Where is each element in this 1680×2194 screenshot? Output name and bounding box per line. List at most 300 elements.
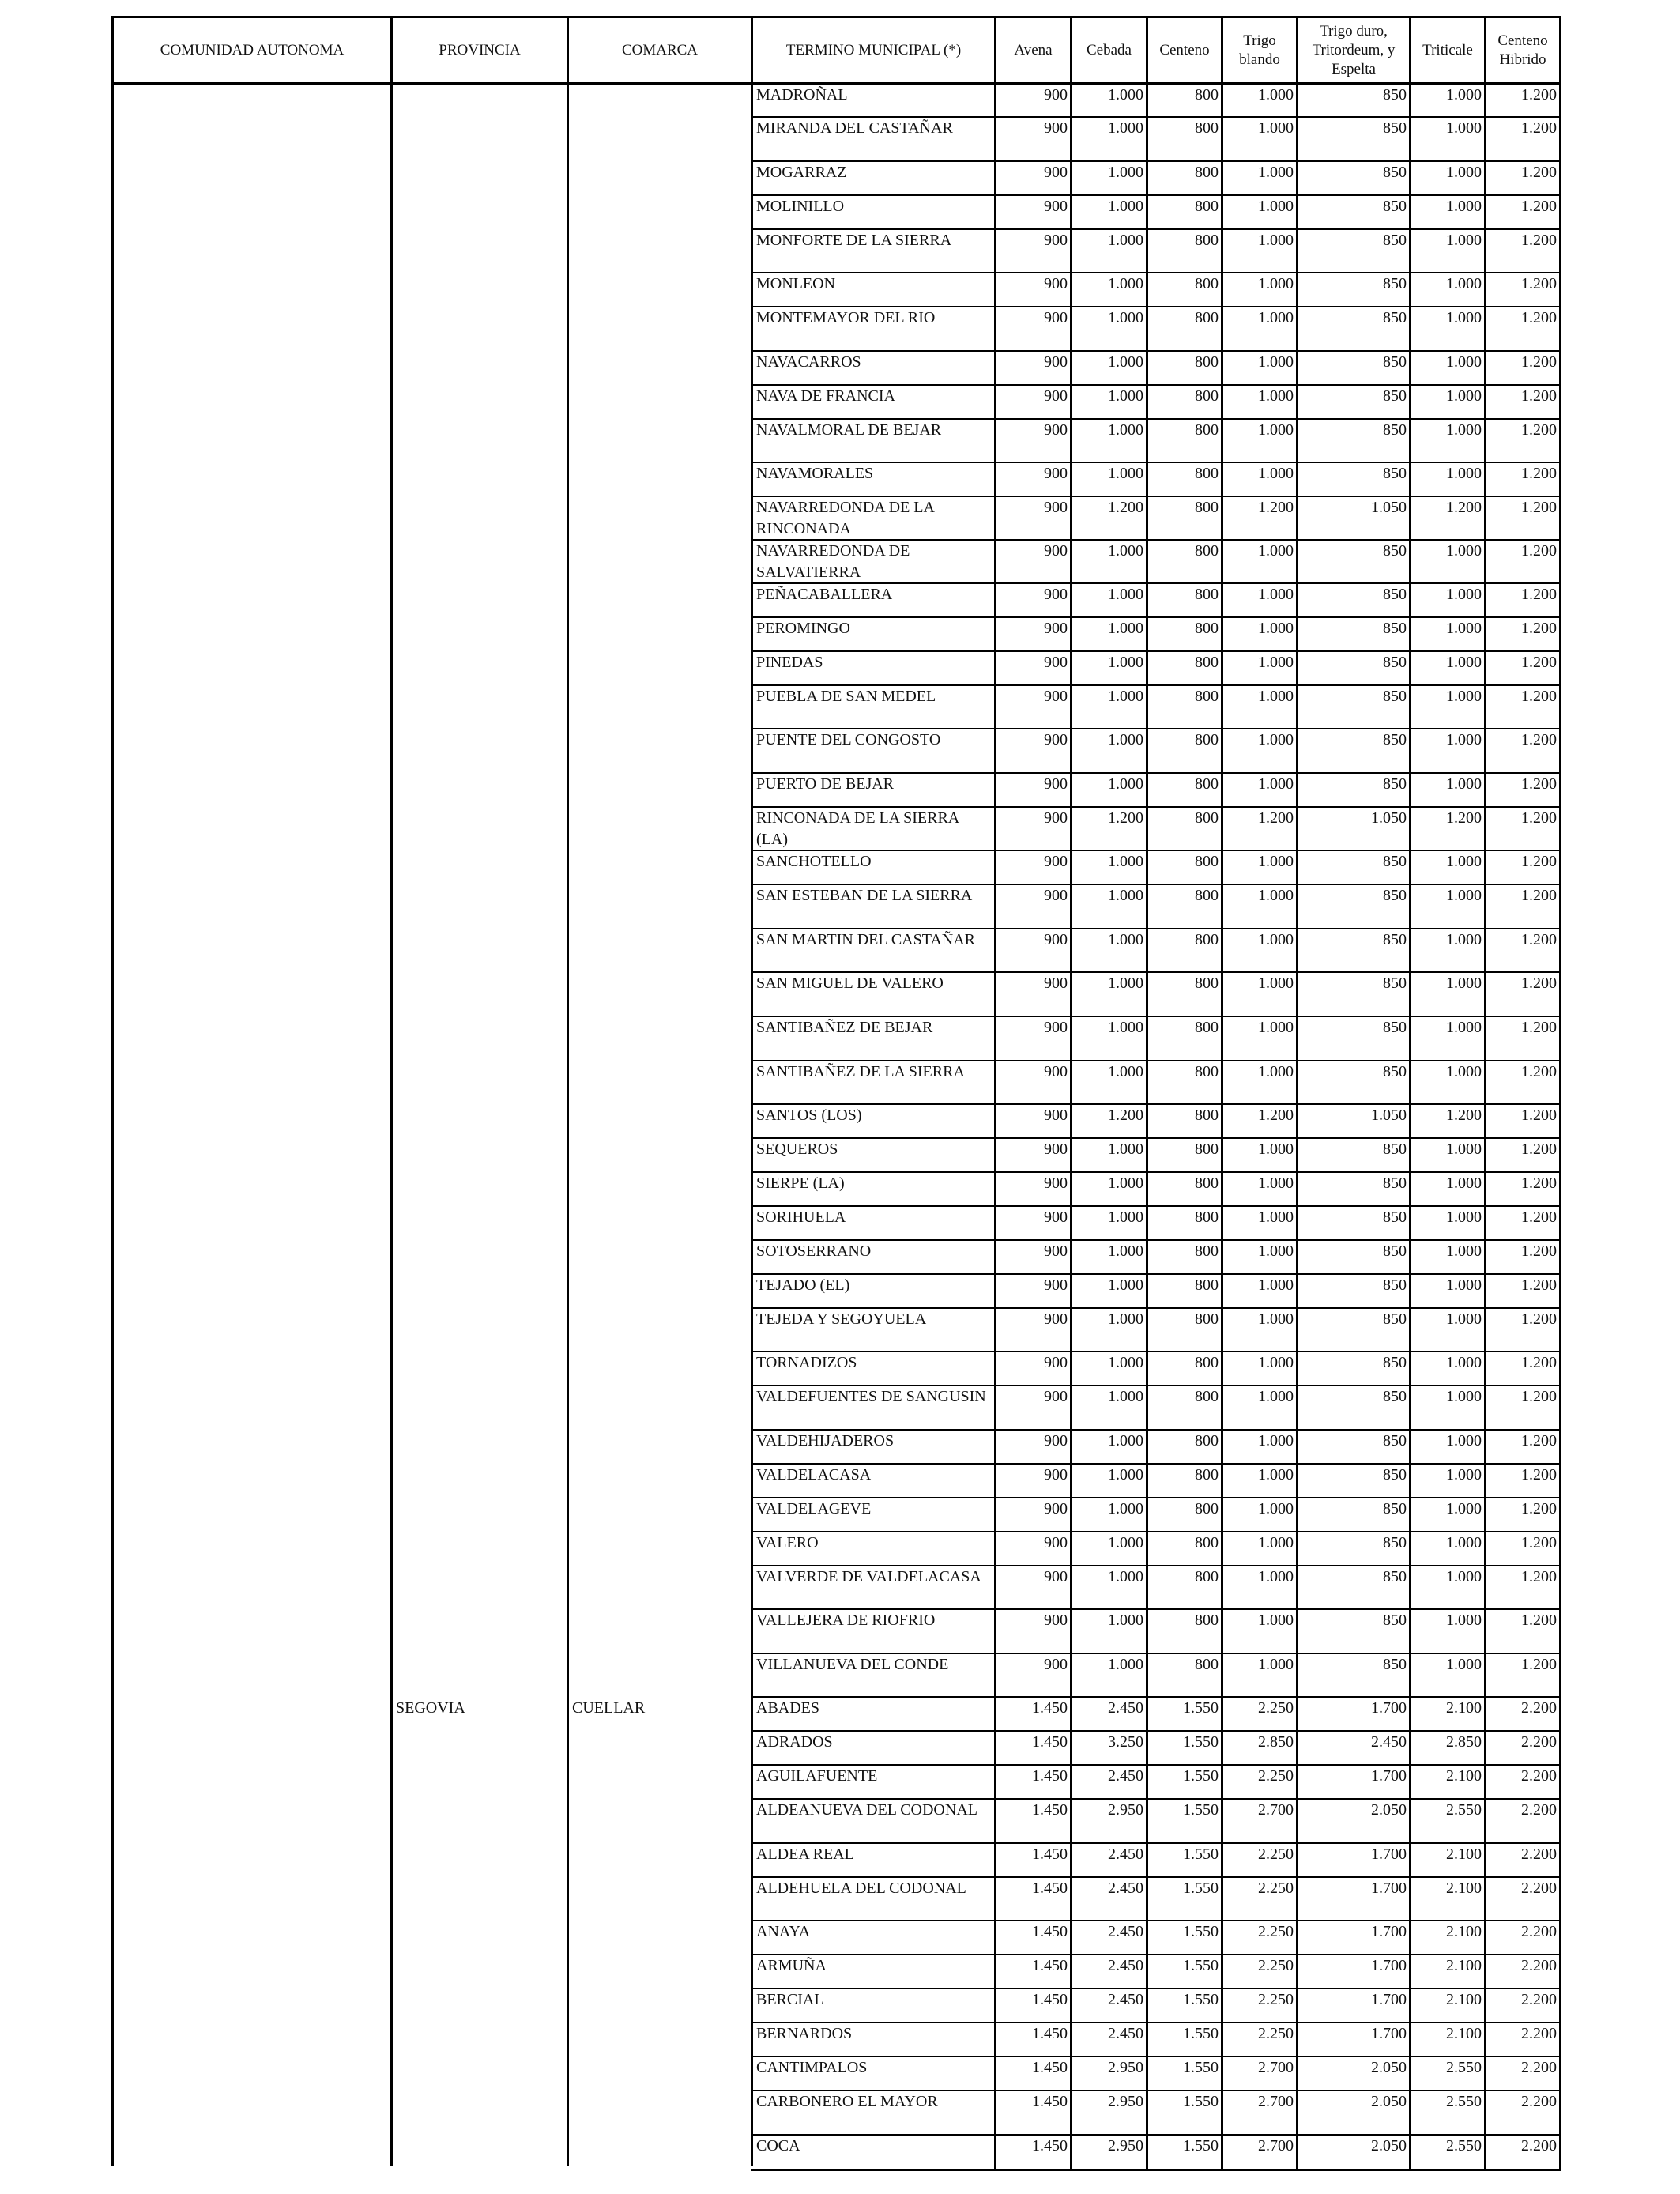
value-cell: 1.700	[1371, 1845, 1407, 1863]
value-cell: 1.000	[1446, 731, 1482, 748]
value-cell: 900	[1044, 775, 1068, 793]
value-cell: 1.200	[1521, 931, 1557, 948]
value-cell: 2.250	[1258, 1767, 1294, 1785]
value-cell: 2.250	[1258, 1923, 1294, 1940]
municipio-cell: SOTOSERRANO	[756, 1242, 872, 1260]
value-cell: 1.000	[1258, 309, 1294, 326]
value-cell: 1.000	[1258, 853, 1294, 870]
value-cell: 850	[1383, 119, 1407, 137]
value-cell: 1.200	[1521, 1612, 1557, 1629]
municipio-cell: CANTIMPALOS	[756, 2059, 868, 2076]
municipio-cell: MONLEON	[756, 275, 835, 292]
value-cell: 1.000	[1258, 1534, 1294, 1551]
value-cell: 900	[1044, 232, 1068, 249]
value-cell: 1.450	[1032, 1699, 1068, 1717]
value-cell: 800	[1195, 1388, 1219, 1405]
value-cell: 1.000	[1108, 654, 1143, 671]
header-triticale: Triticale	[1422, 41, 1473, 58]
municipio-cell: VALVERDE DE VALDELACASA	[756, 1568, 981, 1585]
value-cell: 1.200	[1521, 731, 1557, 748]
value-cell: 2.100	[1446, 1699, 1482, 1717]
municipio-cell: PINEDAS	[756, 654, 823, 671]
value-cell: 1.000	[1446, 974, 1482, 992]
value-cell: 850	[1383, 1242, 1407, 1260]
value-cell: 1.000	[1258, 775, 1294, 793]
value-cell: 1.200	[1521, 1534, 1557, 1551]
value-cell: 1.000	[1446, 654, 1482, 671]
value-cell: 800	[1195, 164, 1219, 181]
municipio-cell: TEJEDA Y SEGOYUELA	[756, 1310, 927, 1328]
value-cell: 900	[1044, 1534, 1068, 1551]
value-cell: 1.000	[1446, 465, 1482, 482]
municipio-cell: COCA	[756, 2137, 800, 2154]
municipio-cell: ALDEHUELA DEL CODONAL	[756, 1879, 966, 1897]
value-cell: 1.000	[1108, 1388, 1143, 1405]
value-cell: 2.100	[1446, 1767, 1482, 1785]
value-cell: 850	[1383, 1656, 1407, 1673]
value-cell: 850	[1383, 1140, 1407, 1158]
value-cell: 2.200	[1521, 1845, 1557, 1863]
value-cell: 1.000	[1258, 164, 1294, 181]
value-cell: 1.550	[1183, 1991, 1219, 2008]
value-cell: 1.200	[1521, 688, 1557, 705]
value-cell: 1.050	[1371, 809, 1407, 827]
value-cell: 1.550	[1183, 1957, 1219, 1974]
municipio-cell: MOGARRAZ	[756, 164, 847, 181]
value-cell: 2.200	[1521, 1957, 1557, 1974]
municipio-cell: BERNARDOS	[756, 2025, 853, 2042]
municipio-cell: SANTOS (LOS)	[756, 1106, 862, 1124]
value-cell: 900	[1044, 1310, 1068, 1328]
header-trigo-blando: Trigo blando	[1239, 32, 1280, 68]
municipio-cell: BERCIAL	[756, 1991, 824, 2008]
value-cell: 900	[1044, 1019, 1068, 1036]
value-cell: 1.200	[1521, 86, 1557, 104]
value-cell: 800	[1195, 809, 1219, 827]
value-cell: 900	[1044, 1276, 1068, 1294]
value-cell: 1.000	[1446, 1019, 1482, 1036]
value-cell: 1.000	[1446, 1310, 1482, 1328]
value-cell: 900	[1044, 1208, 1068, 1226]
municipio-cell: ABADES	[756, 1699, 820, 1717]
value-cell: 1.450	[1032, 1879, 1068, 1897]
value-cell: 800	[1195, 1310, 1219, 1328]
value-cell: 800	[1195, 1568, 1219, 1585]
value-cell: 850	[1383, 1534, 1407, 1551]
municipio-cell: NAVA DE FRANCIA	[756, 387, 895, 405]
header-termino: TERMINO MUNICIPAL (*)	[785, 41, 962, 58]
municipio-cell: SANTIBAÑEZ DE LA SIERRA	[756, 1063, 965, 1080]
value-cell: 850	[1383, 1276, 1407, 1294]
value-cell: 1.000	[1108, 931, 1143, 948]
value-cell: 1.450	[1032, 2025, 1068, 2042]
value-cell: 1.000	[1108, 542, 1143, 560]
value-cell: 900	[1044, 164, 1068, 181]
value-cell: 1.200	[1108, 1106, 1143, 1124]
value-cell: 1.000	[1258, 465, 1294, 482]
value-cell: 850	[1383, 931, 1407, 948]
value-cell: 900	[1044, 1106, 1068, 1124]
value-cell: 1.000	[1108, 119, 1143, 137]
municipio-cell: SAN ESTEBAN DE LA SIERRA	[756, 887, 973, 904]
value-cell: 1.000	[1108, 1612, 1143, 1629]
value-cell: 2.450	[1108, 1957, 1143, 1974]
value-cell: 1.000	[1108, 353, 1143, 371]
value-cell: 850	[1383, 86, 1407, 104]
value-cell: 1.000	[1446, 198, 1482, 215]
value-cell: 1.050	[1371, 1106, 1407, 1124]
value-cell: 900	[1044, 1388, 1068, 1405]
value-cell: 1.200	[1521, 1388, 1557, 1405]
value-cell: 900	[1044, 309, 1068, 326]
value-cell: 1.000	[1258, 1140, 1294, 1158]
value-cell: 850	[1383, 853, 1407, 870]
value-cell: 2.200	[1521, 1767, 1557, 1785]
value-cell: 1.000	[1258, 1310, 1294, 1328]
value-cell: 900	[1044, 586, 1068, 603]
value-cell: 1.000	[1446, 353, 1482, 371]
value-cell: 2.450	[1108, 2025, 1143, 2042]
municipio-cell: MONTEMAYOR DEL RIO	[756, 309, 936, 326]
value-cell: 1.700	[1371, 1957, 1407, 1974]
value-cell: 850	[1383, 1568, 1407, 1585]
value-cell: 1.000	[1108, 974, 1143, 992]
value-cell: 850	[1383, 387, 1407, 405]
value-cell: 900	[1044, 1568, 1068, 1585]
value-cell: 1.000	[1446, 164, 1482, 181]
value-cell: 1.450	[1032, 1991, 1068, 2008]
value-cell: 1.000	[1446, 1568, 1482, 1585]
municipio-cell: NAVACARROS	[756, 353, 861, 371]
value-cell: 1.000	[1108, 1466, 1143, 1483]
value-cell: 800	[1195, 353, 1219, 371]
value-cell: 1.200	[1521, 809, 1557, 827]
value-cell: 900	[1044, 119, 1068, 137]
value-cell: 1.550	[1183, 1879, 1219, 1897]
value-cell: 1.000	[1108, 1354, 1143, 1371]
column-rule	[390, 16, 393, 2166]
value-cell: 1.000	[1108, 1242, 1143, 1260]
value-cell: 1.200	[1521, 620, 1557, 637]
value-cell: 800	[1195, 853, 1219, 870]
value-cell: 1.000	[1258, 1208, 1294, 1226]
municipio-cell: SAN MIGUEL DE VALERO	[756, 974, 944, 992]
value-cell: 1.000	[1446, 1174, 1482, 1192]
value-cell: 900	[1044, 387, 1068, 405]
value-cell: 1.000	[1108, 1568, 1143, 1585]
municipio-cell: NAVAMORALES	[756, 465, 874, 482]
value-cell: 2.450	[1108, 1699, 1143, 1717]
value-cell: 1.000	[1446, 421, 1482, 439]
municipio-cell: VALERO	[756, 1534, 819, 1551]
value-cell: 1.000	[1446, 309, 1482, 326]
value-cell: 1.000	[1258, 1388, 1294, 1405]
value-cell: 800	[1195, 1140, 1219, 1158]
value-cell: 1.700	[1371, 1767, 1407, 1785]
value-cell: 900	[1044, 275, 1068, 292]
value-cell: 1.000	[1108, 1063, 1143, 1080]
value-cell: 1.000	[1258, 387, 1294, 405]
value-cell: 2.450	[1108, 1991, 1143, 2008]
municipio-cell: MIRANDA DEL CASTAÑAR	[756, 119, 953, 137]
value-cell: 1.550	[1183, 1767, 1219, 1785]
value-cell: 2.200	[1521, 1801, 1557, 1819]
value-cell: 900	[1044, 853, 1068, 870]
value-cell: 1.200	[1521, 198, 1557, 215]
municipio-cell: NAVARREDONDA DE LA RINCONADA	[756, 499, 934, 537]
value-cell: 900	[1044, 654, 1068, 671]
value-cell: 1.200	[1446, 809, 1482, 827]
value-cell: 1.000	[1258, 731, 1294, 748]
municipio-cell: SORIHUELA	[756, 1208, 846, 1226]
municipio-cell: ANAYA	[756, 1923, 811, 1940]
value-cell: 1.200	[1521, 387, 1557, 405]
value-cell: 1.000	[1258, 275, 1294, 292]
value-cell: 800	[1195, 1432, 1219, 1449]
value-cell: 2.850	[1446, 1733, 1482, 1751]
municipio-cell: MOLINILLO	[756, 198, 845, 215]
value-cell: 850	[1383, 1388, 1407, 1405]
value-cell: 1.000	[1258, 887, 1294, 904]
value-cell: 1.000	[1108, 421, 1143, 439]
value-cell: 800	[1195, 198, 1219, 215]
value-cell: 2.200	[1521, 2025, 1557, 2042]
comarca-cell: CUELLAR	[572, 1699, 646, 1717]
value-cell: 850	[1383, 198, 1407, 215]
value-cell: 850	[1383, 654, 1407, 671]
value-cell: 800	[1195, 1276, 1219, 1294]
value-cell: 1.200	[1521, 775, 1557, 793]
value-cell: 1.200	[1521, 465, 1557, 482]
value-cell: 1.000	[1446, 1466, 1482, 1483]
value-cell: 1.000	[1258, 586, 1294, 603]
value-cell: 1.200	[1521, 1432, 1557, 1449]
value-cell: 1.000	[1108, 620, 1143, 637]
value-cell: 1.000	[1258, 1242, 1294, 1260]
value-cell: 800	[1195, 654, 1219, 671]
value-cell: 850	[1383, 1310, 1407, 1328]
value-cell: 800	[1195, 688, 1219, 705]
value-cell: 900	[1044, 688, 1068, 705]
value-cell: 2.100	[1446, 1845, 1482, 1863]
municipio-cell: NAVARREDONDA DE SALVATIERRA	[756, 542, 910, 581]
value-cell: 1.000	[1108, 1500, 1143, 1517]
municipio-cell: PUEBLA DE SAN MEDEL	[756, 688, 936, 705]
value-cell: 850	[1383, 275, 1407, 292]
value-cell: 2.550	[1446, 2059, 1482, 2076]
value-cell: 1.000	[1258, 1500, 1294, 1517]
value-cell: 1.550	[1183, 2093, 1219, 2110]
value-cell: 1.000	[1108, 1174, 1143, 1192]
row-rule	[751, 2169, 1561, 2171]
value-cell: 1.000	[1446, 542, 1482, 560]
value-cell: 1.000	[1446, 1354, 1482, 1371]
value-cell: 1.000	[1108, 198, 1143, 215]
value-cell: 2.700	[1258, 1801, 1294, 1819]
value-cell: 800	[1195, 1019, 1219, 1036]
value-cell: 800	[1195, 1063, 1219, 1080]
value-cell: 800	[1195, 86, 1219, 104]
value-cell: 850	[1383, 353, 1407, 371]
value-cell: 1.450	[1032, 1957, 1068, 1974]
value-cell: 1.000	[1446, 1656, 1482, 1673]
value-cell: 1.450	[1032, 1845, 1068, 1863]
value-cell: 1.000	[1446, 387, 1482, 405]
value-cell: 1.200	[1521, 1354, 1557, 1371]
municipio-cell: TEJADO (EL)	[756, 1276, 850, 1294]
value-cell: 1.200	[1521, 119, 1557, 137]
column-rule	[1559, 16, 1561, 2169]
header-provincia: PROVINCIA	[439, 41, 521, 58]
value-cell: 1.000	[1446, 688, 1482, 705]
value-cell: 2.200	[1521, 1879, 1557, 1897]
value-cell: 2.200	[1521, 2093, 1557, 2110]
value-cell: 1.000	[1446, 586, 1482, 603]
value-cell: 1.200	[1521, 586, 1557, 603]
column-rule	[567, 16, 569, 2166]
value-cell: 1.000	[1258, 654, 1294, 671]
value-cell: 1.200	[1258, 1106, 1294, 1124]
value-cell: 800	[1195, 465, 1219, 482]
value-cell: 1.000	[1446, 232, 1482, 249]
value-cell: 2.850	[1258, 1733, 1294, 1751]
value-cell: 2.700	[1258, 2093, 1294, 2110]
value-cell: 1.000	[1258, 1466, 1294, 1483]
value-cell: 800	[1195, 119, 1219, 137]
value-cell: 1.000	[1446, 275, 1482, 292]
value-cell: 1.200	[1521, 275, 1557, 292]
value-cell: 900	[1044, 731, 1068, 748]
value-cell: 800	[1195, 620, 1219, 637]
value-cell: 1.200	[1521, 1174, 1557, 1192]
value-cell: 1.000	[1108, 688, 1143, 705]
value-cell: 2.050	[1371, 2137, 1407, 2154]
value-cell: 1.700	[1371, 1991, 1407, 2008]
value-cell: 900	[1044, 499, 1068, 516]
value-cell: 1.200	[1521, 853, 1557, 870]
value-cell: 1.000	[1108, 853, 1143, 870]
value-cell: 850	[1383, 731, 1407, 748]
value-cell: 800	[1195, 586, 1219, 603]
municipio-cell: TORNADIZOS	[756, 1354, 857, 1371]
value-cell: 1.550	[1183, 2137, 1219, 2154]
municipio-cell: PEROMINGO	[756, 620, 850, 637]
value-cell: 2.200	[1521, 2059, 1557, 2076]
value-cell: 1.550	[1183, 2025, 1219, 2042]
municipio-cell: VALDEFUENTES DE SANGUSIN	[756, 1388, 986, 1405]
value-cell: 1.450	[1032, 1801, 1068, 1819]
value-cell: 2.450	[1108, 1845, 1143, 1863]
value-cell: 2.950	[1108, 1801, 1143, 1819]
value-cell: 900	[1044, 931, 1068, 948]
value-cell: 1.200	[1521, 1276, 1557, 1294]
municipio-cell: PUERTO DE BEJAR	[756, 775, 895, 793]
value-cell: 1.000	[1258, 421, 1294, 439]
value-cell: 2.450	[1108, 1923, 1143, 1940]
value-cell: 900	[1044, 1612, 1068, 1629]
value-cell: 1.000	[1108, 1276, 1143, 1294]
value-cell: 1.000	[1446, 1612, 1482, 1629]
value-cell: 1.000	[1108, 387, 1143, 405]
value-cell: 850	[1383, 1174, 1407, 1192]
header-cebada: Cebada	[1087, 41, 1132, 58]
value-cell: 1.550	[1183, 2059, 1219, 2076]
value-cell: 1.000	[1446, 1208, 1482, 1226]
value-cell: 800	[1195, 931, 1219, 948]
value-cell: 900	[1044, 1354, 1068, 1371]
value-cell: 1.000	[1258, 119, 1294, 137]
value-cell: 800	[1195, 1208, 1219, 1226]
value-cell: 850	[1383, 775, 1407, 793]
value-cell: 1.000	[1108, 1019, 1143, 1036]
value-cell: 2.950	[1108, 2093, 1143, 2110]
value-cell: 1.200	[1108, 809, 1143, 827]
value-cell: 1.000	[1258, 86, 1294, 104]
municipio-cell: VILLANUEVA DEL CONDE	[756, 1656, 949, 1673]
value-cell: 1.700	[1371, 1879, 1407, 1897]
value-cell: 1.000	[1446, 1388, 1482, 1405]
value-cell: 1.000	[1258, 974, 1294, 992]
value-cell: 1.000	[1108, 275, 1143, 292]
value-cell: 1.200	[1521, 1310, 1557, 1328]
value-cell: 850	[1383, 1432, 1407, 1449]
value-cell: 1.000	[1446, 1500, 1482, 1517]
municipio-cell: AGUILAFUENTE	[756, 1767, 878, 1785]
value-cell: 2.450	[1108, 1879, 1143, 1897]
value-cell: 800	[1195, 1242, 1219, 1260]
value-cell: 1.200	[1521, 1140, 1557, 1158]
value-cell: 1.200	[1521, 1500, 1557, 1517]
value-cell: 1.200	[1521, 1466, 1557, 1483]
value-cell: 850	[1383, 542, 1407, 560]
value-cell: 900	[1044, 1500, 1068, 1517]
value-cell: 1.000	[1258, 1432, 1294, 1449]
value-cell: 900	[1044, 86, 1068, 104]
value-cell: 3.250	[1108, 1733, 1143, 1751]
value-cell: 2.100	[1446, 1879, 1482, 1897]
value-cell: 1.000	[1108, 232, 1143, 249]
value-cell: 900	[1044, 465, 1068, 482]
value-cell: 1.000	[1258, 1612, 1294, 1629]
value-cell: 2.050	[1371, 2093, 1407, 2110]
value-cell: 800	[1195, 1534, 1219, 1551]
value-cell: 1.200	[1521, 974, 1557, 992]
value-cell: 900	[1044, 1656, 1068, 1673]
value-cell: 1.200	[1521, 353, 1557, 371]
value-cell: 850	[1383, 1354, 1407, 1371]
value-cell: 2.100	[1446, 1991, 1482, 2008]
value-cell: 1.000	[1446, 86, 1482, 104]
value-cell: 2.950	[1108, 2137, 1143, 2154]
value-cell: 850	[1383, 1019, 1407, 1036]
value-cell: 1.550	[1183, 1801, 1219, 1819]
value-cell: 900	[1044, 1466, 1068, 1483]
provincia-cell: SEGOVIA	[396, 1699, 465, 1717]
value-cell: 900	[1044, 1063, 1068, 1080]
value-cell: 1.550	[1183, 1733, 1219, 1751]
value-cell: 1.200	[1521, 1106, 1557, 1124]
value-cell: 850	[1383, 164, 1407, 181]
value-cell: 2.050	[1371, 1801, 1407, 1819]
municipio-cell: MADROÑAL	[756, 86, 848, 104]
value-cell: 850	[1383, 465, 1407, 482]
value-cell: 1.200	[1521, 1019, 1557, 1036]
value-cell: 1.000	[1446, 1432, 1482, 1449]
value-cell: 1.000	[1108, 887, 1143, 904]
value-cell: 1.000	[1446, 1140, 1482, 1158]
value-cell: 1.000	[1258, 688, 1294, 705]
value-cell: 800	[1195, 887, 1219, 904]
